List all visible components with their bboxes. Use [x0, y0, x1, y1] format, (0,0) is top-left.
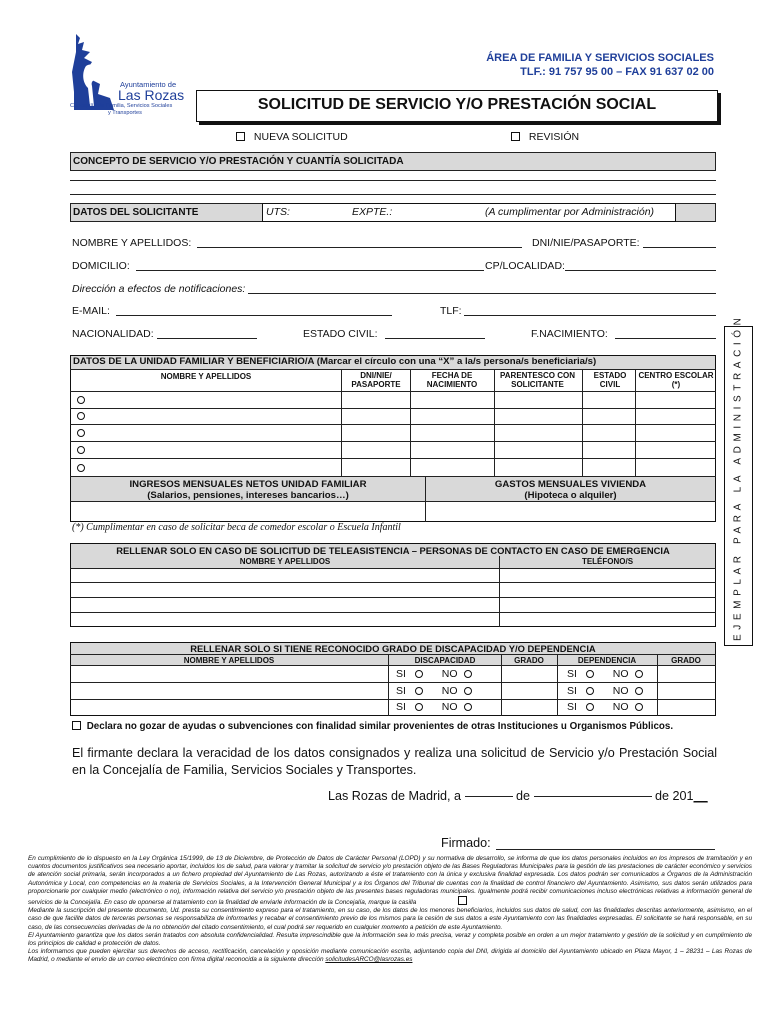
- col-birth: FECHA DE NACIMIENTO: [426, 371, 478, 389]
- disability-row-3: [396, 701, 472, 713]
- disability-row-line: [70, 665, 716, 666]
- legal-text: [28, 855, 752, 965]
- teleassist-col-name: NOMBRE Y APELLIDOS: [239, 557, 331, 566]
- declaration-checkbox-row[interactable]: [72, 721, 673, 732]
- legal-email-link[interactable]: solicitudesARCO@lasrozas.es: [325, 956, 413, 964]
- disability-row-line: [70, 682, 716, 683]
- disability-header: RELLENAR SOLO SI TIENE RECONOCIDO GRADO DE DISCAPACIDAD Y/O DEPENDENCIA: [190, 643, 596, 654]
- checkbox-icon[interactable]: [511, 132, 520, 141]
- dependency-row-2: [567, 685, 643, 697]
- legal-p4: [28, 948, 752, 964]
- disability-col-grade: GRADO: [514, 656, 544, 665]
- logo: [70, 32, 188, 118]
- no-label: NO: [612, 685, 629, 697]
- date-place: Las Rozas de Madrid, a: [328, 789, 462, 803]
- cp-label: CP/LOCALIDAD:: [485, 260, 565, 272]
- yes-label: SI: [396, 668, 406, 680]
- area-phones: TLF.: 91 757 95 00 – FAX 91 637 02 00: [520, 66, 714, 78]
- name-label: NOMBRE Y APELLIDOS:: [72, 237, 192, 249]
- disc-no-radio[interactable]: [464, 687, 472, 695]
- disc-yes-radio[interactable]: [415, 670, 423, 678]
- date-line: [328, 789, 708, 803]
- concept-header: CONCEPTO DE SERVICIO Y/O PRESTACIÓN Y CUANTÍA SOLICITADA: [73, 156, 404, 167]
- income-line: [70, 501, 716, 502]
- checkbox-icon[interactable]: [72, 721, 81, 730]
- dni-field[interactable]: [643, 247, 716, 248]
- yes-label: SI: [567, 668, 577, 680]
- option-review-label: REVISIÓN: [528, 131, 580, 143]
- applicant-header: DATOS DEL SOLICITANTE: [73, 207, 199, 218]
- side-admin-text: EJEMPLAR PARA LA ADMINISTRACIÓN: [732, 313, 744, 641]
- dep-no-radio[interactable]: [635, 670, 643, 678]
- civil-label: ESTADO CIVIL:: [303, 328, 378, 340]
- beneficiary-radio-1[interactable]: [77, 396, 85, 404]
- family-row-line: [70, 458, 716, 459]
- family-col-line: [635, 369, 636, 476]
- option-new-request[interactable]: [236, 131, 348, 143]
- date-month-field[interactable]: [534, 796, 652, 797]
- signed-label: Firmado:: [441, 836, 491, 850]
- checkbox-icon[interactable]: [236, 132, 245, 141]
- logo-emblem-icon: [70, 32, 120, 112]
- concept-line[interactable]: [70, 194, 716, 195]
- cp-field[interactable]: [565, 270, 716, 271]
- teleassist-row-line: [70, 568, 716, 569]
- teleassist-row-line: [70, 582, 716, 583]
- disc-no-radio[interactable]: [464, 703, 472, 711]
- dependency-row-3: [567, 701, 643, 713]
- col-civil: ESTADO CIVIL: [593, 371, 627, 389]
- dep-no-radio[interactable]: [635, 687, 643, 695]
- yes-label: SI: [567, 685, 577, 697]
- tlf-field[interactable]: [464, 315, 716, 316]
- date-de2: de 201: [655, 789, 694, 803]
- family-col-line: [582, 369, 583, 476]
- col-school: CENTRO ESCOLAR (*): [638, 371, 714, 389]
- beneficiary-radio-3[interactable]: [77, 429, 85, 437]
- income-sub: (Salarios, pensiones, intereses bancarios…): [147, 490, 349, 501]
- col-name: NOMBRE Y APELLIDOS: [160, 372, 252, 381]
- teleassist-row-line: [70, 612, 716, 613]
- date-de1: de: [516, 789, 531, 803]
- disability-sub-line: [70, 654, 716, 655]
- name-field[interactable]: [197, 247, 522, 248]
- no-label: NO: [612, 668, 629, 680]
- logo-name-main: Las Rozas: [118, 87, 185, 103]
- expte-label: EXPTE.:: [352, 206, 393, 218]
- option-review[interactable]: [511, 131, 579, 143]
- disability-col-line: [501, 654, 502, 716]
- no-label: NO: [441, 685, 458, 697]
- dep-no-radio[interactable]: [635, 703, 643, 711]
- notif-label: Dirección a efectos de notificaciones:: [72, 283, 246, 295]
- no-label: NO: [441, 668, 458, 680]
- statement: El firmante declara la veracidad de los datos consignados y realiza una solicitud de Servicio y/o Prestación Social en la Concejalía de Familia, Servicios Sociales y Transportes.: [72, 746, 717, 777]
- birth-label: F.NACIMIENTO:: [531, 328, 608, 340]
- logo-subtitle: Concejalía de Familia, Servicios Sociales: [70, 103, 173, 109]
- disability-row-line: [70, 699, 716, 700]
- legal-p1-text: En cumplimiento de lo dispuesto en la Ley Orgánica 15/1999, de 13 de Diciembre, de Protección de Datos de Carácter Personal (LOPD) y su normativa de desarrollo, se informa de que los datos personales incluidos en los impresos de tramitación y en cuantos documentos justificativos sea necesario aportar, incluidos los de salud, para valorar y tramitar la solicitud de servicio y/o prestación objeto de las Bases Reguladoras Municipales para la gestión de las prestaciones de carácter económico y servicios de atención social primaria, serán incorporados a un fichero propiedad del Ayuntamiento de Las Rozas, autorizando a éste el tratamiento con la única y exclusiva finalidad expresada. Los datos podrán ser comunicados a Órganos de la Administración Autonómica y Local, con competencias en la materia de Servicios Sociales, a la Intervención General Municipal y a los Órganos del Tribunal de cuentas con la finalidad de control financiero del Ayuntamiento. Asimismo, sus datos serán utilizados para proporcionarle por cualquier medio (electrónico o no), información relativa del servicio y/o prestación objeto de las presentes bases reguladoras municipales. Igualmente podrá recibir comunicaciones incluso electrónicas relativas a información general de servicios de la Concejalía. En caso de oponerse al tratamiento con la finalidad de enviarle información de la Concejalía, marque la casilla: [28, 855, 752, 907]
- dependency-row-1: [567, 668, 643, 680]
- legal-p3: El Ayuntamiento garantiza que los datos serán tratados con absoluta confidencialidad. Resulta imprescindible que la información sea lo más precisa, veraz y completa posible en orden a un mejor tratamiento y gestión de la solicitud y en cumplimiento de los principios de calidad e protección de datos.: [28, 931, 752, 948]
- disability-col-name: NOMBRE Y APELLIDOS: [183, 656, 275, 665]
- disability-row-1: [396, 668, 472, 680]
- notif-field[interactable]: [248, 293, 716, 294]
- footnote: (*) Cumplimentar en caso de solicitar beca de comedor escolar o Escuela Infantil: [72, 522, 401, 533]
- dep-yes-radio[interactable]: [586, 703, 594, 711]
- income-title: INGRESOS MENSUALES NETOS UNIDAD FAMILIAR: [129, 479, 367, 490]
- tlf-label: TLF:: [440, 305, 462, 317]
- col-dni: DNI/NIE/ PASAPORTE: [351, 371, 401, 389]
- disability-col-disc: DISCAPACIDAD: [414, 656, 476, 665]
- expense-title: GASTOS MENSUALES VIVIENDA: [494, 479, 647, 490]
- signature-field[interactable]: [496, 849, 715, 850]
- family-header: DATOS DE LA UNIDAD FAMILIAR Y BENEFICIARIO/A (Marcar el círculo con una “X” a la/s persona/s beneficiaria/s): [73, 356, 597, 367]
- no-label: NO: [612, 701, 629, 713]
- email-label: E-MAIL:: [72, 305, 110, 317]
- family-row-line: [70, 441, 716, 442]
- civil-field[interactable]: [385, 338, 485, 339]
- option-new-label: NUEVA SOLICITUD: [253, 131, 348, 143]
- disc-yes-radio[interactable]: [415, 703, 423, 711]
- area-title: ÁREA DE FAMILIA Y SERVICIOS SOCIALES: [486, 52, 714, 64]
- col-relation: PARENTESCO CON SOLICITANTE: [500, 371, 575, 389]
- disability-col-line: [557, 654, 558, 716]
- teleassist-col-phone: TELÉFONO/S: [581, 557, 634, 566]
- declaration-text: Declara no gozar de ayudas o subvenciones con finalidad similar provenientes de otras Instituciones u Organismos Públicos.: [86, 721, 674, 732]
- disability-col-line: [388, 654, 389, 716]
- date-day-field[interactable]: [465, 796, 513, 797]
- legal-p2: Mediante la suscripción del presente documento, Ud. presta su consentimiento expreso para el tratamiento, en su caso, de los datos de los menores beneficiarios, incluidos sus datos de salud, con las finalidades descritas anteriormente, asimismo, en el caso de que facilite datos de terceras personas se responsabiliza de informarles y recabar el consentimiento previo de los mismos para la cesión de sus datos a este Ayuntamiento con las finalidades expresadas. El solicitante se hará responsable, en su caso, de las consecuencias derivadas de la no obtención del citado consentimiento, el cual podrá ser requerido en cualquier momento a petición de este Ayuntamiento.: [28, 907, 752, 931]
- family-divider: [70, 369, 716, 370]
- nationality-label: NACIONALIDAD:: [72, 328, 154, 340]
- disability-col-grade2: GRADO: [671, 656, 701, 665]
- admin-note: (A cumplimentar por Administración): [485, 206, 655, 218]
- address-label: DOMICILIO:: [72, 260, 130, 272]
- beneficiary-radio-5[interactable]: [77, 464, 85, 472]
- expense-sub: (Hipoteca o alquiler): [524, 490, 617, 501]
- family-row-line: [70, 391, 716, 392]
- family-row-line: [70, 424, 716, 425]
- yes-label: SI: [567, 701, 577, 713]
- family-col-line: [410, 369, 411, 476]
- oppose-checkbox-icon[interactable]: [458, 896, 467, 905]
- logo-subtitle-2: y Transportes: [108, 110, 142, 116]
- concept-line[interactable]: [70, 180, 716, 181]
- disc-no-radio[interactable]: [464, 670, 472, 678]
- family-col-line: [341, 369, 342, 476]
- beneficiary-radio-2[interactable]: [77, 412, 85, 420]
- yes-label: SI: [396, 685, 406, 697]
- legal-p4-text: Los informamos que pueden ejercitar sus derechos de acceso, rectificación, cancelación y oposición mediante comunicación escrita, adjuntando copia del DNI, dirigida al domicilio del Ayuntamiento ubicado en Plaza Mayor, 1 – 28231 – Las Rozas de Madrid, o mediante el envío de un correo electrónico con firma digital reconocida a la siguiente dirección: [28, 948, 752, 964]
- nationality-field[interactable]: [157, 338, 257, 339]
- teleassist-header: RELLENAR SOLO EN CASO DE SOLICITUD DE TELEASISTENCIA – PERSONAS DE CONTACTO EN CASO DE EMERGENCIA: [116, 545, 670, 556]
- dep-yes-radio[interactable]: [586, 687, 594, 695]
- form-title: SOLICITUD DE SERVICIO Y/O PRESTACIÓN SOCIAL: [257, 96, 657, 113]
- disc-yes-radio[interactable]: [415, 687, 423, 695]
- no-label: NO: [441, 701, 458, 713]
- disability-col-line: [657, 654, 658, 716]
- email-field[interactable]: [116, 315, 392, 316]
- uts-label: UTS:: [266, 206, 290, 218]
- legal-p1: [28, 855, 752, 907]
- address-field[interactable]: [136, 270, 484, 271]
- teleassist-row-line: [70, 597, 716, 598]
- dni-label: DNI/NIE/PASAPORTE:: [532, 237, 640, 249]
- date-year-suffix: __: [693, 789, 708, 803]
- birth-field[interactable]: [615, 338, 716, 339]
- logo-name-top: Ayuntamiento de: [120, 80, 177, 89]
- beneficiary-radio-4[interactable]: [77, 446, 85, 454]
- disability-row-2: [396, 685, 472, 697]
- dep-yes-radio[interactable]: [586, 670, 594, 678]
- teleassist-col-line: [499, 556, 500, 627]
- yes-label: SI: [396, 701, 406, 713]
- family-col-line: [494, 369, 495, 476]
- family-row-line: [70, 408, 716, 409]
- disability-col-dep: DEPENDENCIA: [577, 656, 637, 665]
